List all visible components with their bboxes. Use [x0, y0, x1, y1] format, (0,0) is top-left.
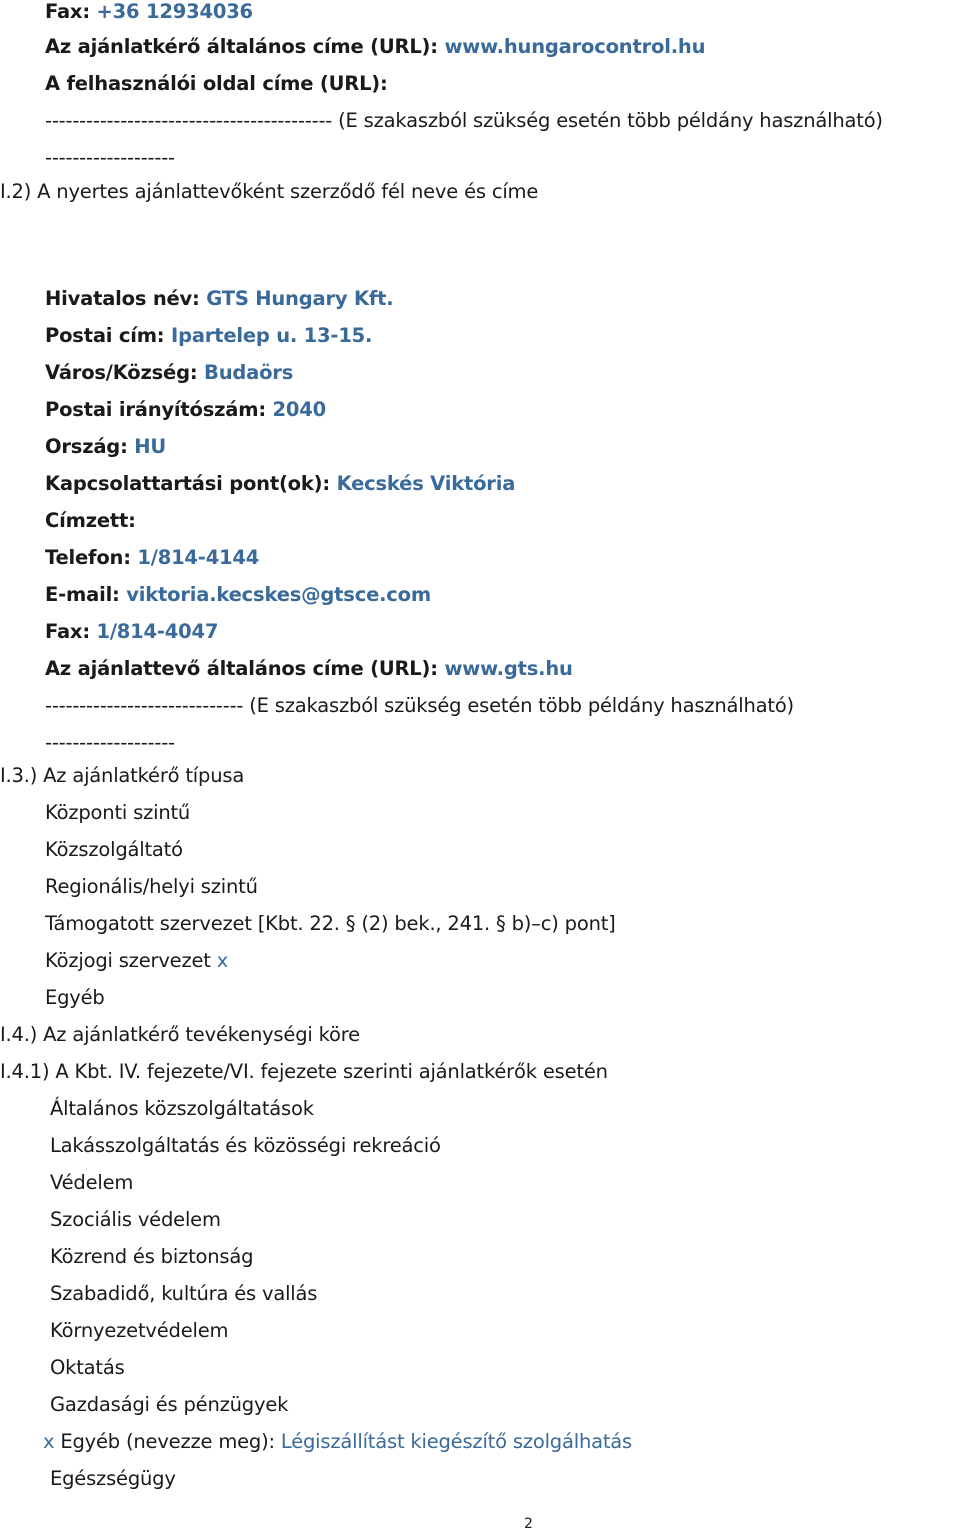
- top-url-link[interactable]: www.hungarocontrol.hu: [444, 35, 706, 58]
- activity-item: Gazdasági és pénzügyek: [50, 1393, 289, 1416]
- field-city: [45, 361, 293, 385]
- page-number: 2: [524, 1516, 533, 1532]
- field-contact-label: Kapcsolattartási pont(ok):: [45, 472, 330, 495]
- top-fax-label: Fax:: [45, 0, 90, 23]
- field-country: [45, 435, 166, 459]
- top-dashes-short: -------------------: [45, 146, 175, 169]
- activity-item: Lakásszolgáltatás és közösségi rekreáció: [50, 1134, 441, 1157]
- field-recipient-label: Címzett:: [45, 509, 136, 532]
- i2-repeat-note: (E szakaszból szükség esetén több példány használható): [249, 694, 794, 717]
- activity-item: Általános közszolgáltatások: [50, 1097, 314, 1120]
- activity-item: Szabadidő, kultúra és vallás: [50, 1282, 318, 1305]
- field-name-value: GTS Hungary Kft.: [206, 287, 394, 310]
- top-fax: [45, 0, 253, 24]
- field-email-label: E-mail:: [45, 583, 120, 606]
- field-fax-value: 1/814-4047: [96, 620, 219, 643]
- top-url: [45, 35, 705, 59]
- field-url: [45, 657, 573, 681]
- field-url-label: Az ajánlattevő általános címe (URL):: [45, 657, 438, 680]
- type-item: Egyéb: [45, 986, 105, 1009]
- top-dashes: ------------------------------------------: [45, 109, 333, 132]
- i2-dashes-short: -------------------: [45, 731, 175, 754]
- field-name-label: Hivatalos név:: [45, 287, 200, 310]
- type-item-label: Közjogi szervezet: [45, 949, 211, 972]
- field-address: [45, 324, 372, 348]
- type-item: Közszolgáltató: [45, 838, 183, 861]
- other-value: Légiszállítást kiegészítő szolgálhatás: [280, 1430, 633, 1453]
- field-fax-label: Fax:: [45, 620, 90, 643]
- top-separator: [45, 109, 883, 133]
- section-i3-heading: I.3.) Az ajánlatkérő típusa: [0, 764, 245, 787]
- top-url-label: Az ajánlatkérő általános címe (URL):: [45, 35, 438, 58]
- field-fax: [45, 620, 218, 644]
- top-repeat-note: (E szakaszból szükség esetén több példány használható): [338, 109, 883, 132]
- other-label: Egyéb (nevezze meg):: [60, 1430, 275, 1453]
- field-phone-value: 1/814-4144: [137, 546, 260, 569]
- selected-mark: x: [216, 949, 229, 972]
- field-address-label: Postai cím:: [45, 324, 165, 347]
- type-item: Központi szintű: [45, 801, 191, 824]
- top-fax-value: +36 12934036: [96, 0, 253, 23]
- type-item-selected: [45, 949, 228, 973]
- field-phone: [45, 546, 259, 570]
- i2-dashes: -----------------------------: [45, 694, 244, 717]
- section-i41-heading: I.4.1) A Kbt. IV. fejezete/VI. fejezete szerinti ajánlatkérők esetén: [0, 1060, 608, 1083]
- activity-item: Védelem: [50, 1171, 134, 1194]
- field-phone-label: Telefon:: [45, 546, 131, 569]
- activity-item: Szociális védelem: [50, 1208, 221, 1231]
- section-i4-heading: I.4.) Az ajánlatkérő tevékenységi köre: [0, 1023, 360, 1046]
- buyer-profile-label: A felhasználói oldal címe (URL):: [45, 72, 388, 95]
- field-address-value: Ipartelep u. 13-15.: [171, 324, 373, 347]
- i2-separator: [45, 694, 794, 718]
- activity-item-other: [43, 1430, 632, 1454]
- other-mark: x: [43, 1430, 55, 1453]
- field-country-label: Ország:: [45, 435, 128, 458]
- field-zip: [45, 398, 326, 422]
- field-zip-value: 2040: [272, 398, 327, 421]
- field-name: [45, 287, 394, 311]
- activity-item: Környezetvédelem: [50, 1319, 229, 1342]
- field-email-link[interactable]: viktoria.kecskes@gtsce.com: [126, 583, 431, 606]
- field-email: [45, 583, 431, 607]
- activity-item: Oktatás: [50, 1356, 125, 1379]
- type-item: Regionális/helyi szintű: [45, 875, 258, 898]
- field-contact-value: Kecskés Viktória: [336, 472, 516, 495]
- field-contact: [45, 472, 515, 496]
- activity-item: Közrend és biztonság: [50, 1245, 254, 1268]
- field-url-link[interactable]: www.gts.hu: [444, 657, 573, 680]
- type-item: Támogatott szervezet [Kbt. 22. § (2) bek., 241. § b)–c) pont]: [45, 912, 616, 935]
- field-city-label: Város/Község:: [45, 361, 198, 384]
- field-country-value: HU: [134, 435, 167, 458]
- section-i2-heading: I.2) A nyertes ajánlattevőként szerződő fél neve és címe: [0, 180, 539, 203]
- activity-item: Egészségügy: [50, 1467, 176, 1490]
- field-city-value: Budaörs: [204, 361, 294, 384]
- field-zip-label: Postai irányítószám:: [45, 398, 266, 421]
